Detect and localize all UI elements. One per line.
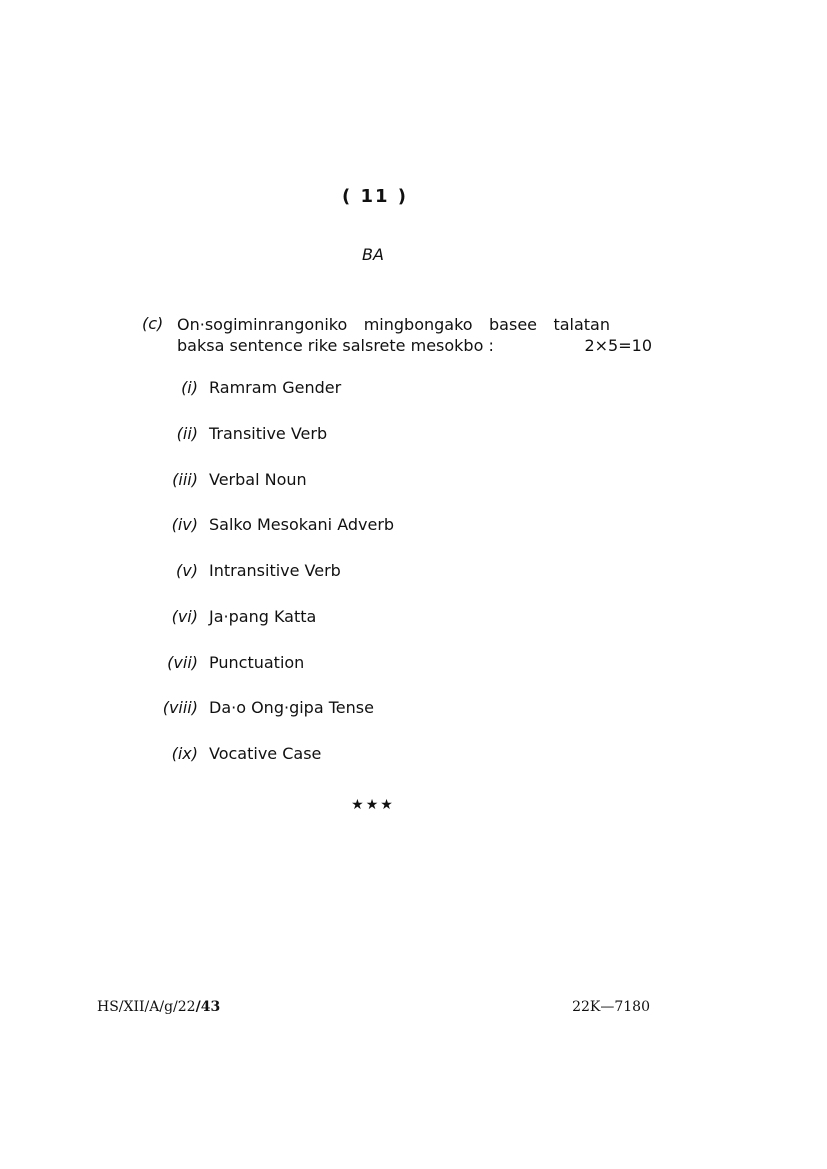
item-text: Vocative Case [209,744,322,763]
footer-print-code: 22K—7180 [572,999,650,1015]
question-label: (c) [142,314,164,333]
item-text: Ja·pang Katta [209,606,317,626]
question-marks: 2×5=10 [584,336,652,355]
item-text: Ramram Gender [209,378,342,397]
sub-question-list [150,378,550,790]
item-number: (vi) [171,606,198,626]
item-number: (vii) [167,652,198,672]
paper-code-prefix: HS/XII/A/g/22 [97,999,196,1015]
list-item [150,744,550,790]
list-item [150,698,550,744]
item-text: Intransitive Verb [209,561,341,580]
paper-code-suffix: /43 [195,999,221,1015]
list-item [150,378,550,424]
item-number: (viii) [162,698,198,718]
list-item [150,515,550,561]
subject-code: BA [362,245,384,264]
question-line-2-text: baksa sentence rike salsrete mesokbo : [177,336,494,355]
list-item [150,561,550,607]
item-number: (ix) [171,744,198,763]
item-text: Punctuation [209,652,305,672]
item-text: Da·o Ong·gipa Tense [209,698,374,718]
list-item [150,653,550,699]
list-item [150,470,550,516]
item-text: Verbal Noun [209,469,307,489]
item-number: (i) [181,378,198,397]
question-text [177,314,652,356]
question-line-1: On·sogiminrangoniko mingbongako basee talatan [177,315,610,334]
item-number: (ii) [176,423,198,443]
question-line-2 [177,335,652,356]
item-number: (iii) [172,469,198,489]
item-text: Transitive Verb [209,423,328,443]
item-number: (iv) [171,515,198,535]
end-mark-stars: ★★★ [351,797,395,813]
list-item [150,607,550,653]
item-text: Salko Mesokani Adverb [209,515,395,535]
list-item [150,424,550,470]
page-number: ( 11 ) [341,186,409,207]
item-number: (v) [176,561,198,580]
footer-paper-code [97,999,220,1015]
